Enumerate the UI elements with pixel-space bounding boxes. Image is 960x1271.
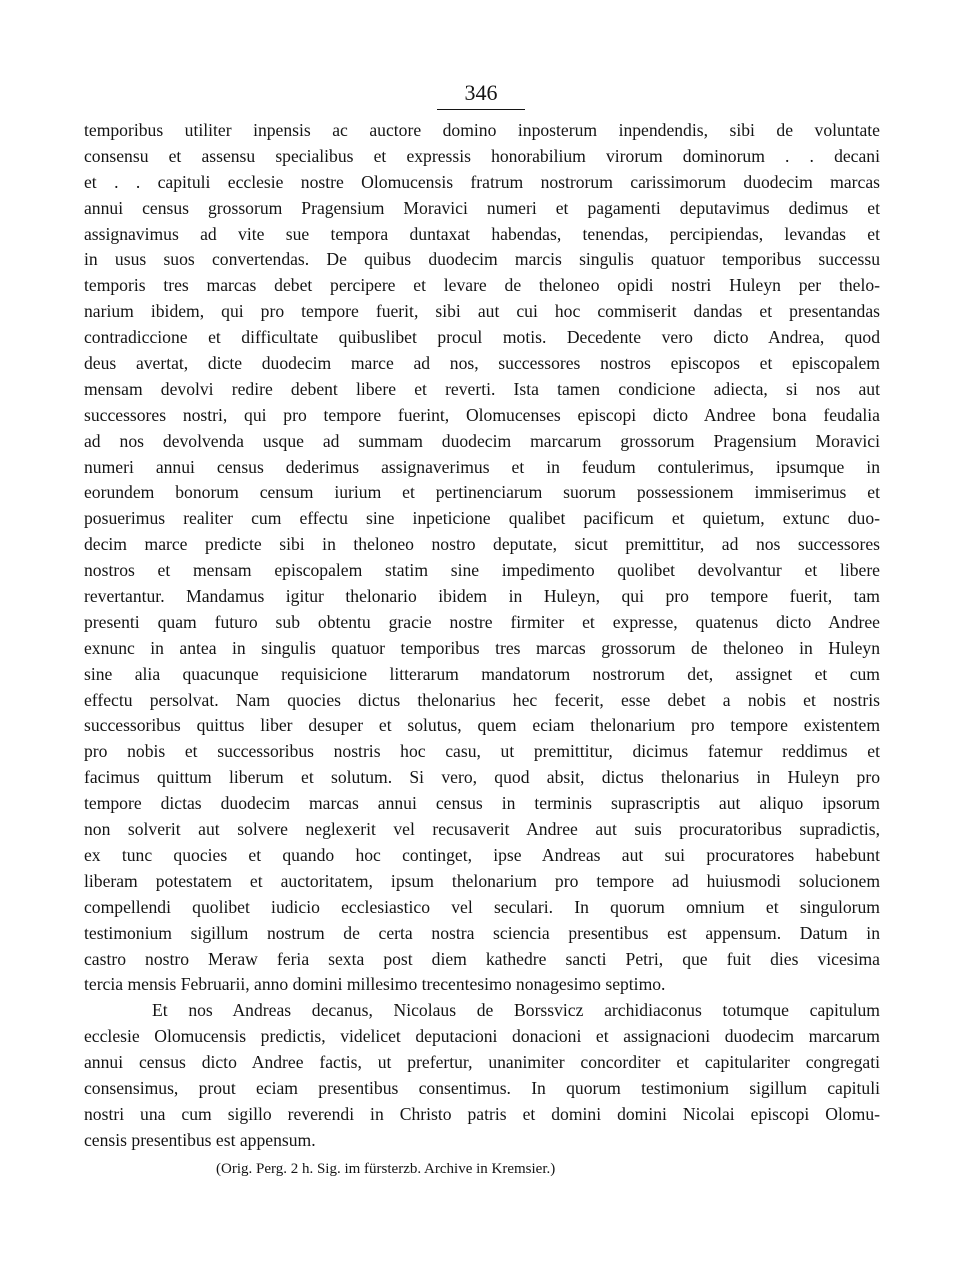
text-line: castro nostro Meraw feria sexta post diem kathedre sancti Petri, que fuit dies vicesima xyxy=(84,948,880,969)
text-line: successores nostri, qui pro tempore fuerint, Olomucenses episcopi dicto Andree bona feudalia xyxy=(84,404,880,425)
text-line: annui census dicto Andree factis, ut prefertur, unanimiter concorditer et capitulariter congregati xyxy=(84,1052,880,1073)
text-line: facimus quittum liberum et solutum. Si vero, quod absit, dictus thelonarius in Huleyn pro xyxy=(84,767,880,788)
text-line: exnunc in antea in singulis quatuor temporibus tres marcas grossorum de theloneo in Huleyn xyxy=(84,637,880,658)
text-line: ad nos devolvenda usque ad summam duodecim marcarum grossorum Pragensium Moravici xyxy=(84,430,880,451)
page-number: 346 xyxy=(437,80,525,110)
text-line: in usus suos convertendas. De quibus duodecim marcis singulis quatuor temporibus successu xyxy=(84,249,880,270)
text-line: compellendi quolibet iudicio ecclesiastico vel seculari. In quorum omnium et singulorum xyxy=(84,896,880,917)
text-line: sine alia quacunque requisicione litterarum mandatorum nostrorum det, assignet et cum xyxy=(84,663,880,684)
source-note: (Orig. Perg. 2 h. Sig. im fürsterzb. Archive in Kremsier.) xyxy=(216,1161,556,1177)
text-line: annui census grossorum Pragensium Moravici numeri et pagamenti deputavimus dedimus et xyxy=(84,197,880,218)
text-line: assignavimus ad vite sue tempora duntaxat habendas, tenendas, percipiendas, levandas et xyxy=(84,223,880,244)
text-line: successoribus quittus liber desuper et solutus, quem eciam thelonarium pro tempore existentem xyxy=(84,715,880,736)
text-line: et . . capituli ecclesie nostre Olomucensis fratrum nostrorum carissimorum duodecim marcas xyxy=(84,171,880,192)
text-line: numeri annui census dederimus assignaverimus et in feudum contulerimus, ipsumque in xyxy=(84,456,880,477)
text-line: consensimus, prout eciam presentibus consentimus. In quorum testimonium sigillum capituli xyxy=(84,1077,880,1098)
text-line: mensam devolvi redire debent libere et reverti. Ista tamen condicione adiecta, si nos aut xyxy=(84,378,880,399)
text-line: consensu et assensu specialibus et expressis honorabilium virorum dominorum . . decani xyxy=(84,145,880,166)
text-line: liberam potestatem et auctoritatem, ipsum thelonarium pro tempore ad huiusmodi solucionem xyxy=(84,870,880,891)
text-line: ex tunc quocies et quando hoc continget, ipse Andreas aut sui procuratores habebunt xyxy=(84,844,880,865)
text-line: censis presentibus est appensum. xyxy=(84,1129,316,1150)
text-line: testimonium sigillum nostrum de certa nostra sciencia presentibus est appensum. Datum in xyxy=(84,922,880,943)
text-line: Et nos Andreas decanus, Nicolaus de Borssvicz archidiaconus totumque capitulum xyxy=(152,1000,880,1021)
text-line: deus avertat, dicte duodecim marce ad nos, successores nostros episcopos et episcopalem xyxy=(84,353,880,374)
text-line: posuerimus realiter cum effectu sine inpeticione qualibet pacificum et quietum, extunc duo- xyxy=(84,508,880,529)
text-line: ecclesie Olomucensis predictis, videlicet deputacioni donacioni et assignacioni duodecim marcarum xyxy=(84,1026,880,1047)
text-line: contradiccione et difficultate quibuslibet procul motis. Decedente vero dicto Andrea, quod xyxy=(84,327,880,348)
text-line: revertantur. Mandamus igitur thelonario ibidem in Huleyn, qui pro tempore fuerit, tam xyxy=(84,586,880,607)
document-body xyxy=(84,118,880,1154)
text-line: nostros et mensam episcopalem statim sine impedimento quolibet devolvantur et libere xyxy=(84,560,880,581)
text-line: temporibus utiliter inpensis ac auctore domino inposterum inpendendis, sibi de voluntate xyxy=(84,120,880,140)
text-line: tempore dictas duodecim marcas annui census in terminis suprascriptis aut aliquo ipsorum xyxy=(84,793,880,814)
text-line: non solverit aut solvere neglexerit vel recusaverit Andree aut suis procuratoribus supradictis, xyxy=(84,819,880,840)
text-line: pro nobis et successoribus nostris hoc casu, ut premittitur, dicimus fatemur reddimus et xyxy=(84,741,880,762)
text-line: tercia mensis Februarii, anno domini millesimo trecentesimo nonagesimo septimo. xyxy=(84,974,666,995)
text-line: temporis tres marcas debet percipere et levare de theloneo opidi nostri Huleyn per thelo- xyxy=(84,275,880,296)
text-line: nostri una cum sigillo reverendi in Christo patris et domini domini Nicolai episcopi Olomu- xyxy=(84,1103,880,1124)
text-line: narium ibidem, qui pro tempore fuerit, sibi aut cui hoc commiserit dandas et presentandas xyxy=(84,301,880,322)
text-line: effectu persolvat. Nam quocies dictus thelonarius hec fecerit, esse debet a nobis et nostris xyxy=(84,689,880,710)
text-line: presenti quam futuro sub obtentu gracie nostre firmiter et expresse, quatenus dicto Andree xyxy=(84,611,880,632)
text-line: decim marce predicte sibi in theloneo nostro deputate, sicut premittitur, ad nos successores xyxy=(84,534,880,555)
text-line: eorundem bonorum censum iurium et pertinenciarum suorum possessionem immiserimus et xyxy=(84,482,880,503)
